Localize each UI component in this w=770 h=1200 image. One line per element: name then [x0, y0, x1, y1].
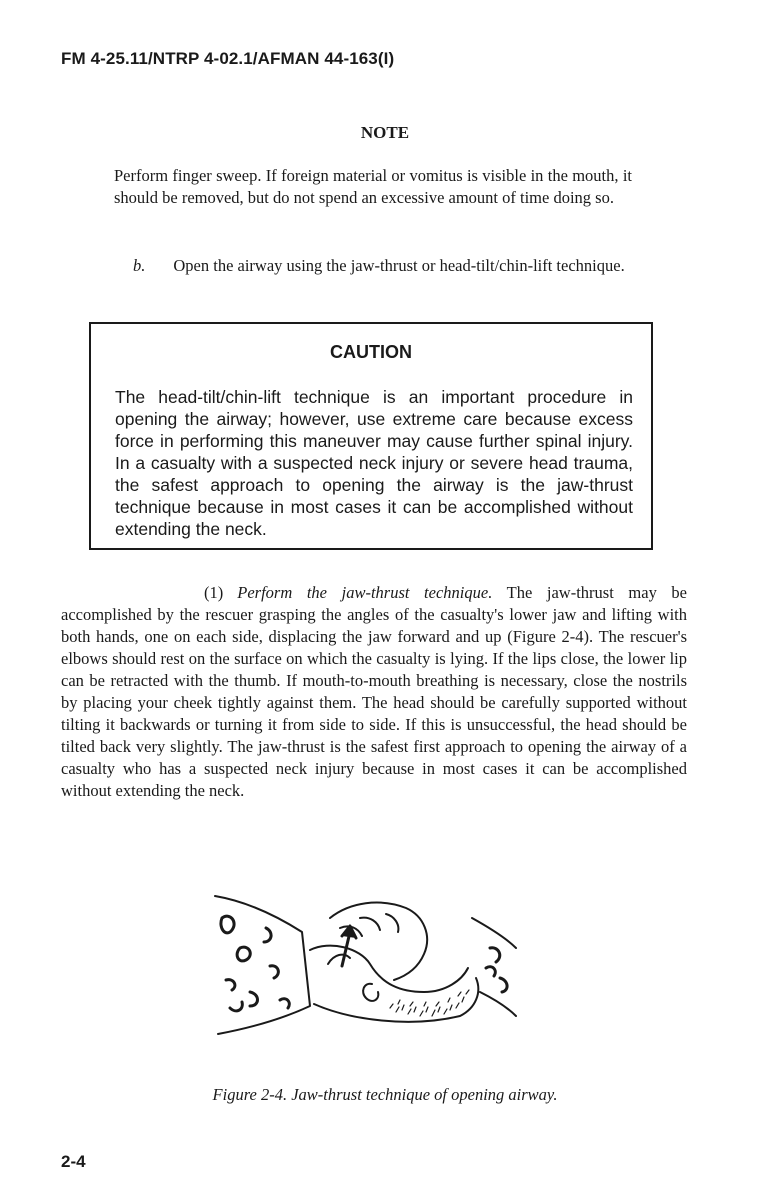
rescuer-hand [330, 903, 427, 980]
rescuer-thumb [328, 955, 350, 964]
step-1-text: The jaw-thrust may be accomplished by the rescuer grasping the angles of the casualty's lower jaw and lifting with both hands, one on each side, displacing the jaw forward and up (Figure 2-4). The rescuer's elbows should rest on the surface on which the casualty is lying. If the lips close, the lower lip can be retracted with the thumb. If mouth-to-mouth breathing is necessary, close the nostrils by placing your cheek tightly against them. The head should be carefully supported without tilting it backwards or turning it from side to side. If this is unsuccessful, the head should be tilted back very slightly. The jaw-thrust is the safest first approach to opening the airway of a casualty who has a suspected neck injury because in most cases it can be accomplished without extending the neck. [61, 583, 687, 800]
note-text: Perform finger sweep. If foreign material or vomitus is visible in the mouth, it should be removed, but do not spend an excessive amount of time doing so. [114, 166, 632, 207]
step-b-text: Open the airway using the jaw-thrust or head-tilt/chin-lift technique. [173, 256, 625, 275]
caution-text: The head-tilt/chin-lift technique is an important procedure in opening the airway; however, use extreme care because excess force in performing this maneuver may cause further spinal injury. In a casualty with a suspected neck injury or severe head trauma, the safest approach to opening the airway is the jaw-thrust technique because in most cases it can be accomplished without extending the neck. [115, 387, 633, 539]
document-header: FM 4-25.11/NTRP 4-02.1/AFMAN 44-163(I) [61, 49, 395, 68]
step-1-paragraph [61, 582, 687, 802]
jaw-thrust-illustration [210, 888, 520, 1040]
page-number: 2-4 [61, 1152, 86, 1171]
step-1-lead: Perform the jaw-thrust technique. [237, 583, 493, 602]
figure-caption: Figure 2-4. Jaw-thrust technique of opening airway. [212, 1085, 558, 1104]
casualty-face-profile [310, 946, 468, 992]
hair-stubble [390, 990, 469, 1016]
step-1-number: (1) [204, 583, 224, 602]
step-b-paragraph [61, 255, 687, 277]
step-b-marker: b. [133, 256, 146, 275]
note-title: NOTE [360, 123, 410, 142]
camouflage-pattern [221, 916, 289, 1011]
casualty-ear [363, 984, 378, 1001]
caution-box [89, 322, 653, 550]
camouflage-pattern-right [486, 948, 507, 992]
caution-title: CAUTION [330, 342, 412, 362]
